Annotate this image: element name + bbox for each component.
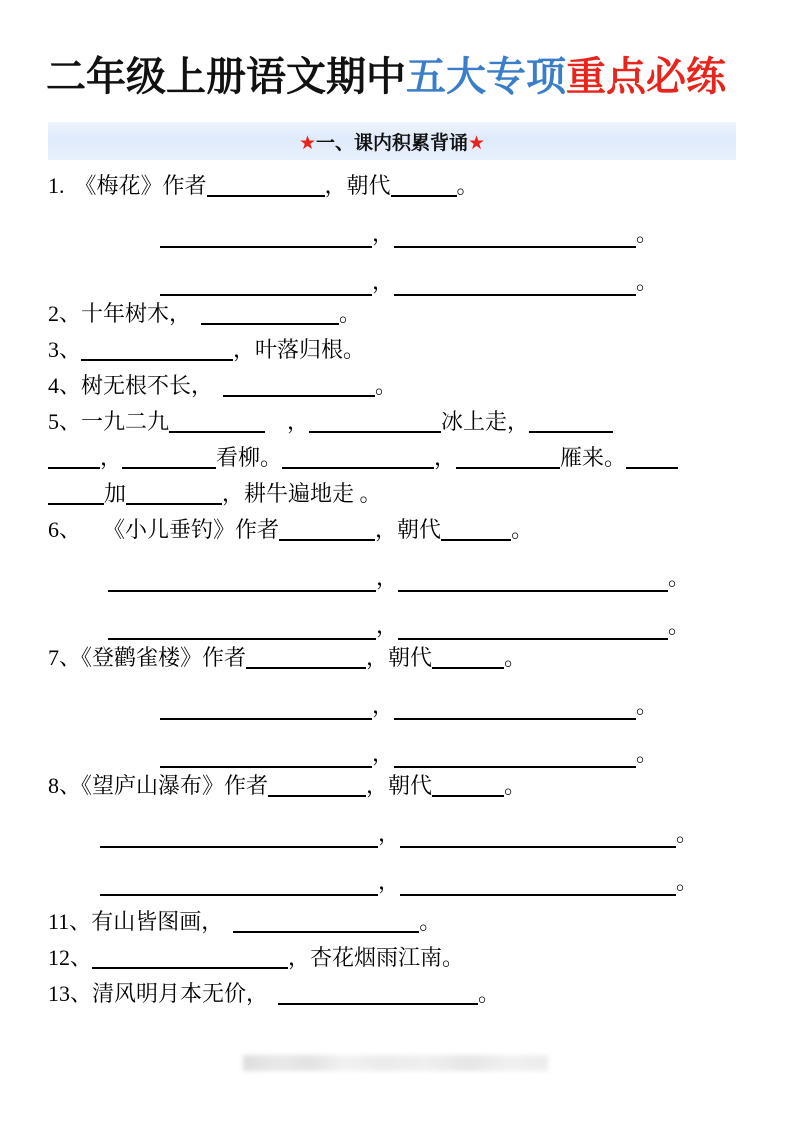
spacer [48, 592, 748, 604]
answer-blank[interactable] [456, 447, 560, 469]
blurred-watermark [243, 1055, 548, 1071]
punctuation: ， [378, 869, 401, 894]
section-header-label: 一、课内积累背诵 [315, 132, 468, 154]
punctuation: 。 [676, 821, 699, 846]
answer-blank[interactable] [400, 826, 676, 848]
question-item-3 [48, 332, 748, 368]
punctuation: 。 [504, 773, 527, 798]
question-number: 5、 [48, 409, 82, 434]
question-text: ，叶落归根。 [233, 337, 366, 362]
section-header-text [299, 128, 485, 155]
answer-blank[interactable] [92, 947, 288, 969]
section-header-band [48, 122, 736, 160]
question-text: ，杏花烟雨江南。 [288, 945, 465, 970]
question-number: 7、 [48, 645, 82, 670]
question-text: 加 [104, 481, 127, 506]
poem-subline [48, 212, 748, 248]
question-number: 2、 [48, 301, 82, 326]
poem-subline [48, 860, 748, 896]
answer-blank[interactable] [398, 570, 668, 592]
question-item-5-cont2 [48, 476, 748, 512]
poem-subline [48, 812, 748, 848]
question-item-5 [48, 404, 748, 440]
question-item-4 [48, 368, 748, 404]
question-item-12 [48, 940, 748, 976]
question-text: 冰上走， [441, 409, 530, 434]
spacer [48, 204, 748, 212]
title-segment-black: 二年级上册语文期中 [46, 55, 406, 99]
poem-subline [48, 732, 748, 768]
punctuation: ， [376, 565, 399, 590]
question-text-mid: 朝代 [397, 517, 442, 542]
answer-blank[interactable] [529, 411, 613, 433]
question-text: 《登鹳雀楼》作者 [81, 645, 247, 670]
punctuation: 。 [668, 565, 691, 590]
question-number: 12、 [48, 945, 93, 970]
answer-blank[interactable] [169, 411, 265, 433]
punctuation: ， [434, 445, 457, 470]
punctuation: ， [372, 693, 395, 718]
answer-blank[interactable] [207, 175, 325, 197]
answer-blank[interactable] [391, 175, 457, 197]
punctuation: ， [372, 221, 395, 246]
question-text: 《梅花》作者 [74, 173, 207, 198]
question-text: 有山皆图画， [91, 909, 224, 934]
question-item-8 [48, 768, 748, 804]
answer-blank[interactable] [81, 339, 233, 361]
question-text: 雁来。 [560, 445, 627, 470]
question-item-13 [48, 976, 748, 1012]
punctuation: 。 [636, 269, 659, 294]
title-segment-red: 重点必练 [566, 55, 726, 99]
question-number: 13、 [48, 981, 93, 1006]
question-number: 6、 [48, 517, 82, 542]
answer-blank[interactable] [279, 519, 375, 541]
answer-blank[interactable] [400, 874, 676, 896]
answer-blank[interactable] [246, 647, 366, 669]
question-text: 树无根不长， [81, 373, 214, 398]
spacer [48, 248, 748, 260]
question-text: 十年树木， [81, 301, 192, 326]
answer-blank[interactable] [160, 746, 372, 768]
punctuation: ， [372, 741, 395, 766]
answer-blank[interactable] [126, 483, 222, 505]
poem-subline [48, 260, 748, 296]
answer-blank[interactable] [201, 303, 339, 325]
punctuation: ， [372, 269, 395, 294]
answer-blank[interactable] [223, 375, 375, 397]
answer-blank[interactable] [48, 447, 100, 469]
punctuation: ， [375, 517, 398, 542]
punctuation: ， [100, 445, 123, 470]
spacer [48, 804, 748, 812]
question-number: 4、 [48, 373, 82, 398]
answer-blank[interactable] [100, 826, 378, 848]
question-item-1 [48, 168, 748, 204]
punctuation: ， [378, 821, 401, 846]
answer-blank[interactable] [398, 618, 668, 640]
question-list [48, 168, 748, 1012]
answer-blank[interactable] [160, 226, 372, 248]
question-text: ，耕牛遍地走 。 [222, 481, 382, 506]
punctuation: 。 [668, 613, 691, 638]
answer-blank[interactable] [432, 775, 504, 797]
question-text-mid: 朝代 [346, 173, 391, 198]
page-title [46, 52, 746, 102]
punctuation: 。 [636, 693, 659, 718]
answer-blank[interactable] [48, 483, 104, 505]
question-text: 清风明月本无价， [92, 981, 269, 1006]
answer-blank[interactable] [626, 447, 678, 469]
punctuation: 。 [504, 645, 527, 670]
punctuation: 。 [636, 221, 659, 246]
punctuation: ， [324, 173, 347, 198]
punctuation: ， [366, 773, 389, 798]
punctuation: 。 [419, 909, 442, 934]
poem-subline [48, 604, 748, 640]
question-item-7 [48, 640, 748, 676]
spacer [48, 896, 748, 904]
question-item-11 [48, 904, 748, 940]
answer-blank[interactable] [100, 874, 378, 896]
answer-blank[interactable] [282, 447, 434, 469]
spacer [48, 548, 748, 556]
question-number: 3、 [48, 337, 82, 362]
answer-blank[interactable] [394, 746, 636, 768]
answer-blank[interactable] [268, 775, 366, 797]
question-item-6 [48, 512, 748, 548]
punctuation: 。 [636, 741, 659, 766]
question-text-mid: 朝代 [388, 645, 433, 670]
punctuation: ， [287, 409, 310, 434]
answer-blank[interactable] [108, 618, 376, 640]
question-item-5-cont [48, 440, 748, 476]
question-number: 11、 [48, 909, 92, 934]
question-text: 看柳。 [216, 445, 283, 470]
answer-blank[interactable] [108, 570, 376, 592]
question-number: 8、 [48, 773, 82, 798]
answer-blank[interactable] [394, 226, 636, 248]
question-text-mid: 朝代 [388, 773, 433, 798]
spacer [48, 720, 748, 732]
answer-blank[interactable] [160, 274, 372, 296]
punctuation: 。 [478, 981, 501, 1006]
question-text: 《望庐山瀑布》作者 [81, 773, 269, 798]
question-item-2 [48, 296, 748, 332]
punctuation: 。 [511, 517, 534, 542]
question-text: 一九二九 [81, 409, 170, 434]
question-number: 1. [48, 173, 65, 198]
spacer [48, 676, 748, 684]
punctuation: 。 [339, 301, 362, 326]
punctuation: 。 [676, 869, 699, 894]
punctuation: 。 [456, 173, 479, 198]
punctuation: ， [376, 613, 399, 638]
poem-subline [48, 684, 748, 720]
punctuation: ， [366, 645, 389, 670]
answer-blank[interactable] [394, 698, 636, 720]
answer-blank[interactable] [122, 447, 216, 469]
question-text: 《小儿垂钓》作者 [103, 517, 280, 542]
spacer [48, 848, 748, 860]
poem-subline [48, 556, 748, 592]
answer-blank[interactable] [441, 519, 511, 541]
answer-blank[interactable] [233, 911, 419, 933]
answer-blank[interactable] [394, 274, 636, 296]
answer-blank[interactable] [309, 411, 441, 433]
title-segment-blue: 五大专项 [406, 55, 566, 99]
punctuation: 。 [375, 373, 398, 398]
answer-blank[interactable] [160, 698, 372, 720]
star-icon-right: ★ [468, 132, 486, 154]
answer-blank[interactable] [432, 647, 504, 669]
star-icon-left: ★ [298, 132, 316, 154]
answer-blank[interactable] [278, 983, 478, 1005]
